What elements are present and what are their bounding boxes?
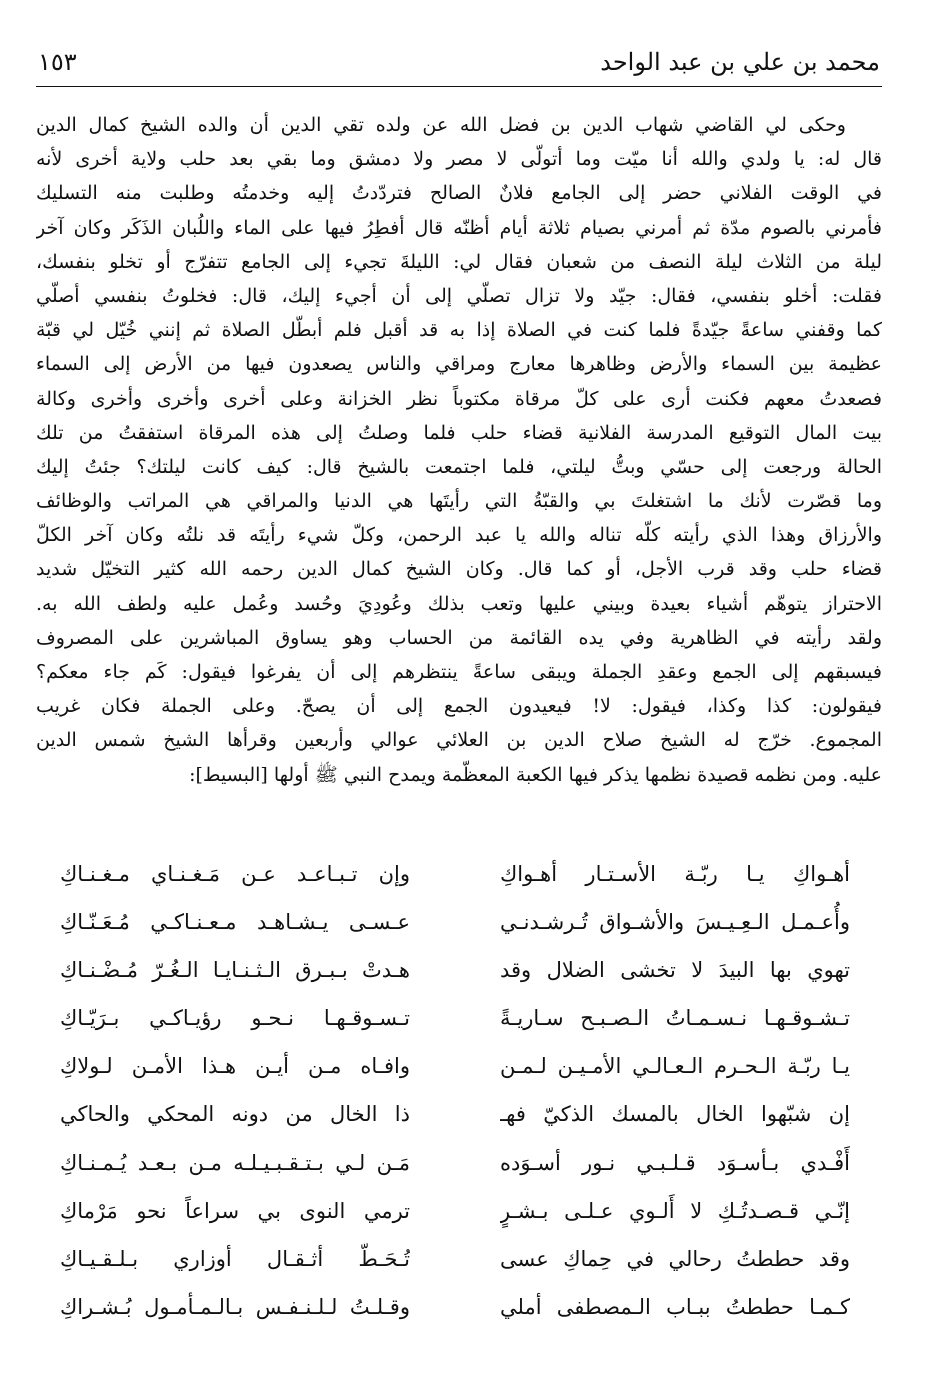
verse xyxy=(60,1235,850,1283)
prose-line: عظيمة بين السماء والأرض وظاهرها معارج ومراقي والناس يصعدون فيها من الأرض إلى السماء xyxy=(36,353,882,376)
verse xyxy=(60,994,850,1042)
verse xyxy=(60,898,850,946)
prose-line: فيسبقهم إلى الجمع وعقدِ الجملة ويبقى ساعةً ينتظرهم إلى أن يفرغوا فيقول: كَم جاء معكم؟ xyxy=(36,661,882,683)
verse-second-hemistich: تُـحَـطّ أثـقـال أوزاري بـلـقـيـاكِ xyxy=(60,1246,410,1271)
prose-body xyxy=(36,108,882,792)
prose-line: فأمرني بالصوم مدّة ثم أمرني بصيام ثلاثة أيام أظنّه قال أفطِرُ فيها على الماء واللُبان الذَكَر وكان آخر xyxy=(36,216,882,239)
prose-line: فقلت: أخلو بنفسي، فقال: جيّد ولا تزال تصلّي إلى أن أجيء إليك، قال: فخلوتُ بنفسي أصلّي xyxy=(36,284,882,307)
verse-first-hemistich: تـشـوقـهـا نـسـمـاتُ الـصـبـح سـاريـةً xyxy=(500,1006,850,1031)
prose-line: الحالة ورجعت إلى حسّي وبتُّ ليلتي، فلما اجتمعت بالشيخ قال: كيف كانت ليلتك؟ جئتُ إليك xyxy=(36,455,882,478)
verse-second-hemistich: ذا الخال من دونه المحكي والحاكي xyxy=(60,1102,410,1127)
prose-line: في الوقت الفلاني حضر إلى الجامع فلانٌ الصالح فتردّدتُ إليه وخدمتُه وطلبت منه التسليك xyxy=(36,182,882,205)
prose-line: وحكى لي القاضي شهاب الدين بن فضل الله عن ولده تقي الدين أن والده الشيخ كمال الدين xyxy=(36,114,846,136)
prose-line: عليه. ومن نظمه قصيدة نظمها يذكر فيها الكعبة المعظّمة ويمدح النبي ﷺ أولها [البسيط]: xyxy=(189,763,882,786)
prose-line: ولقد رأيته في الظاهرية وفي يده القائمة من الحساب وهو يساوق المباشرين على المصروف xyxy=(36,626,882,649)
running-title: محمد بن علي بن عبد الواحد xyxy=(600,48,880,76)
prose-line: بيت المال التوقيع المدرسة الفلانية قضاء حلب فلما وصلتُ إلى هذه المرقاة استفقتُ من تلك xyxy=(36,421,882,444)
verse-second-hemistich: وافـاه مـن أيـن هـذا الأمـن لـولاكِ xyxy=(60,1054,410,1079)
verse-first-hemistich: وأُعـمـل الـعِـيـسَ والأشـواق تُـرشـدنـي xyxy=(500,910,850,935)
prose-line: قضاء حلب وقد قرب الأجل، أو كما قال. وكان الشيخ كمال الدين رحمه الله كثير التخيّل شديد xyxy=(36,558,882,581)
verse-first-hemistich: تهوي بها البيدَ لا تخشى الضلال وقد xyxy=(500,958,850,983)
prose-line: والأرزاق وهذا الذي رأيته كلّه تناله والله يا عبد الرحمن، وكلّ شيء رأيتَه قد نلتُه وكان آخر الكلّ xyxy=(36,524,882,547)
verse-first-hemistich: إن شبّهوا الخال بالمسك الذكيّ فهـ xyxy=(500,1102,850,1127)
prose-line: المجموع. خرّج له الشيخ صلاح الدين بن العلائي عوالي وأربعين وقرأها الشيخ شمس الدين xyxy=(36,729,882,752)
verse-first-hemistich: يـا ربّـة الـحـرم الـعـالـي الأمـيـن لـمـن xyxy=(500,1054,850,1079)
prose-line: وما قصّرت لأنك ما اشتغلتَ بي والقبّةُ التي رأيتَها هي الدنيا والمراقي هي المراتب والوظائف xyxy=(36,490,882,513)
poem xyxy=(60,850,850,1331)
verse-second-hemistich: هـدتْ بـبـرق الـثـنـايـا الـغُـرّ مُـضْـنـاكِ xyxy=(60,958,410,983)
verse-first-hemistich: إنّـي قـصـدتُـكِ لا أَلـوي عـلـى بـشـرٍ xyxy=(500,1198,850,1223)
verse xyxy=(60,850,850,898)
verse-first-hemistich: وقد حططتُ رحالي في حِماكِ عسى xyxy=(500,1246,850,1271)
verse-second-hemistich: تـسـوقـهـا نـحـو رؤيـاكـي بـرَيّـاكِ xyxy=(60,1006,410,1031)
verse-second-hemistich: وقـلـتُ لـلـنـفـس بـالـمـأمـول بُـشـراكِ xyxy=(60,1294,410,1319)
prose-line: الاحتراز يتوهّم أشياء بعيدة وبيني عليها وتعب بذلك وعُودِيَ وحُسد وعُمل عليه ولطف الله به. xyxy=(36,592,882,615)
verse-second-hemistich: عـسـى يـشـاهـد مـعـنـاكـي مُـعَـنّـاكِ xyxy=(60,910,410,935)
verse xyxy=(60,1139,850,1187)
page-number: ١٥٣ xyxy=(38,48,77,76)
prose-line: قال له: يا ولدي والله أنا ميّت وما أتولّى لا مصر ولا دمشق وما بقي بعد حلب ولاية أخرى لأنه xyxy=(36,148,882,171)
prose-line: فيقولون: كذا وكذا، فيقول: لا! فيعيدون الجمع إلى أن يصحّ. وعلى الجملة فكان غريب xyxy=(36,695,882,718)
verse xyxy=(60,1090,850,1138)
verse xyxy=(60,1042,850,1090)
prose-line: ليلة من الثلاث ليلة النصف من شعبان فقال لي: الليلةَ تجيء إلى الجامع تتفرّج أو تخلو بنفسك، xyxy=(36,250,882,273)
verse-second-hemistich: مَـن لـي بـتـقـبـيـلـه مـن بـعـد يُـمـنـاكِ xyxy=(60,1150,410,1175)
verse xyxy=(60,1187,850,1235)
prose-line: فصعدتُ معهم فكنت أرى على كلّ مرقاة مكتوباً نظر الخزانة وعلى أخرى وأخرى وأخرى وكالة xyxy=(36,387,882,410)
page-header xyxy=(36,40,882,87)
verse-first-hemistich: كـمـا حططتُ ببـاب الـمصطفى أملي xyxy=(500,1294,850,1319)
verse-first-hemistich: أَفْـدي بـأسـوَد قـلـبـي نـور أسـوَده xyxy=(500,1150,850,1175)
verse-second-hemistich: ترمي النوى بي سراعاً نحو مَرْماكِ xyxy=(60,1198,410,1223)
verse xyxy=(60,1283,850,1331)
verse-first-hemistich: أهـواكِ يـا ربّـة الأسـتـار أهـواكِ xyxy=(500,862,850,886)
prose-line: كما وقفني ساعةً جيّدةً فلما كنت في الصلاة إذا به قد أقبل فلم أبطّل الصلاة ثم إنني خُيّل لي قبّة xyxy=(36,319,882,342)
verse-second-hemistich: وإن تـبـاعـد عـن مَـغـنـاي مـغـنـاكِ xyxy=(60,862,410,886)
verse xyxy=(60,946,850,994)
